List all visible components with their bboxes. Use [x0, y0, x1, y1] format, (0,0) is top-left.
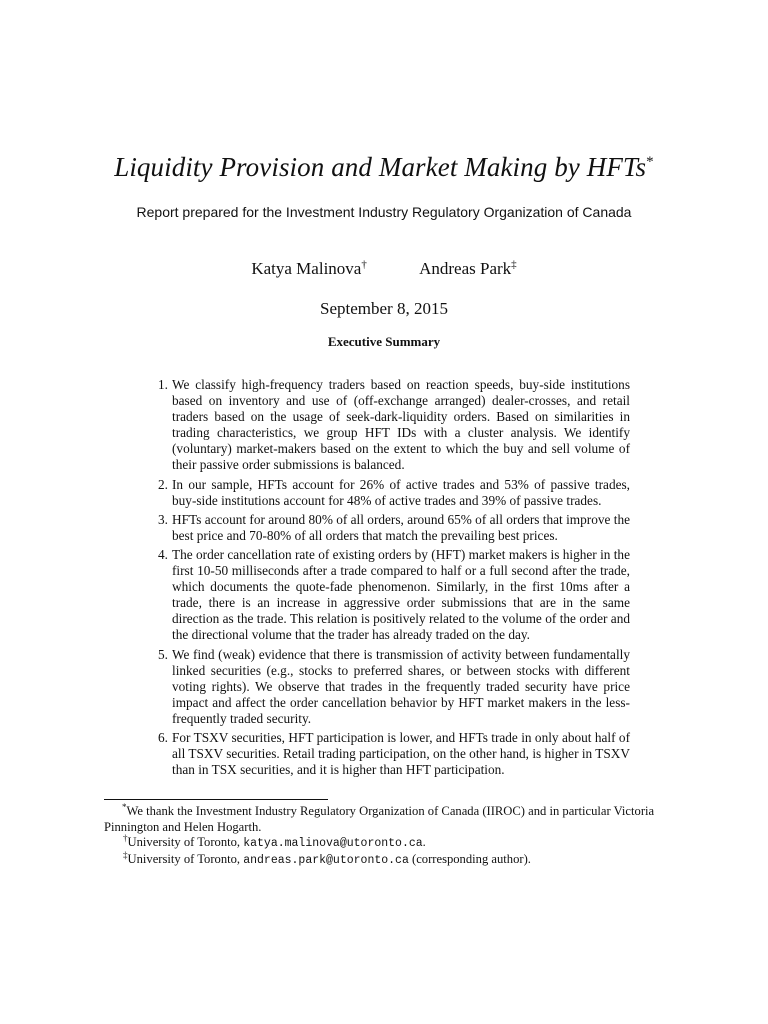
item-text: For TSXV securities, HFT participation is lower, and HFTs trade in only about half of all TSXV securities. Retail trading participation, on the other hand, is higher in TSXV than in TSX securities, and it is higher than HFT participation. [172, 729, 630, 778]
item-text: We classify high-frequency traders based on reaction speeds, buy-side institutions based on inventory and use of (off-exchange arranged) dealer-crosses, and retail traders based on the usage of seek-dark-liquidity orders. Based on similarities in trading characteristics, we group HFT IDs with a cluster analysis. We identify (voluntary) market-makers based on the extent to which the buy and sell volume of their passive order submissions is balanced. [172, 377, 630, 473]
author-malinova [251, 259, 367, 279]
email-link[interactable]: andreas.park@utoronto.ca [243, 853, 409, 867]
author-name: Andreas Park [419, 259, 512, 278]
list-item [142, 647, 630, 727]
section-heading: Executive Summary [327, 334, 441, 349]
footnote-mark: ‡ [123, 849, 128, 860]
list-item [142, 377, 630, 474]
footnote-thanks [104, 801, 664, 835]
list-item [142, 730, 630, 778]
paper-title [0, 152, 768, 183]
list-item [142, 512, 630, 544]
title-footnote-mark: * [646, 154, 654, 170]
author-footnote-mark: † [361, 258, 367, 271]
item-number: 3. [158, 511, 168, 527]
author-list [0, 259, 768, 279]
footnote-affiliation: University of Toronto, [127, 835, 244, 849]
item-number: 4. [158, 546, 168, 562]
footnote-park [104, 849, 664, 869]
footnote-suffix: (corresponding author). [408, 851, 531, 866]
summary-list [142, 377, 630, 781]
footnote-text: We thank the Investment Industry Regulatory Organization of Canada (IIROC) and in particular Victoria Pinnington and Helen Hogarth. [104, 804, 655, 834]
author-footnote-mark: ‡ [511, 258, 517, 271]
footnote-mark: † [123, 832, 128, 843]
item-text: The order cancellation rate of existing orders by (HFT) market makers is higher in the first 10-50 milliseconds after a trade compared to half or a full second after the trade, which documents the quote-fade phenomenon. Similarly, in the first 10ms after a trade, there is an increase in aggressive order submissions that are in the same direction as the trade. This relation is positively related to the volume of the order and the directional volume that the trader has already traded on the day. [172, 546, 630, 643]
footnote-divider [104, 799, 328, 800]
footnote-malinova [104, 832, 664, 852]
item-number: 1. [158, 377, 168, 392]
paper-date: September 8, 2015 [320, 299, 448, 318]
footnote-suffix: . [422, 835, 426, 849]
paper-title-text: Liquidity Provision and Market Making by HFTs [114, 152, 647, 182]
item-text: In our sample, HFTs account for 26% of active trades and 53% of passive trades, buy-side institutions account for 48% of active trades and 39% of passive trades. [172, 476, 630, 508]
footnotes [104, 801, 664, 868]
list-item [142, 477, 630, 509]
item-number: 5. [158, 646, 168, 662]
item-text: HFTs account for around 80% of all orders, around 65% of all orders that improve the best price and 70-80% of all orders that match the prevailing best prices. [172, 511, 630, 543]
item-number: 2. [158, 476, 168, 492]
item-text: We find (weak) evidence that there is transmission of activity between fundamentally linked securities (e.g., stocks to preferred shares, or between stocks with different voting rights). We observe that trades in the frequently traded security have price impact and affect the order cancellation behavior by HFT market makers in the less-frequently traded security. [172, 646, 630, 726]
paper-subtitle: Report prepared for the Investment Industry Regulatory Organization of Canada [136, 204, 632, 220]
list-item [142, 547, 630, 644]
footnote-mark: * [122, 801, 127, 812]
author-name: Katya Malinova [251, 259, 362, 278]
item-number: 6. [158, 729, 168, 745]
email-link[interactable]: katya.malinova@utoronto.ca [243, 837, 423, 850]
author-park [419, 259, 517, 279]
footnote-affiliation: University of Toronto, [127, 851, 244, 866]
